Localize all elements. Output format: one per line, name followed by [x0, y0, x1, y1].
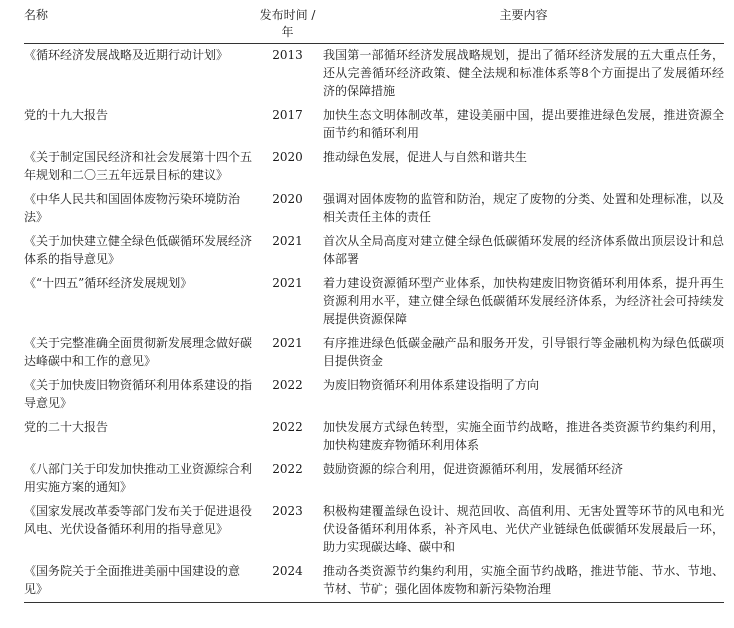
- table-row: [24, 188, 724, 230]
- policy-content: 加快发展方式绿色转型，实施全面节约战略，推进各类资源节约集约利用，加快构建废弃物循环利用体系: [323, 420, 724, 452]
- policy-name: 《关于加快建立健全绿色低碳循环发展经济体系的指导意见》: [24, 234, 253, 266]
- table-row: [24, 230, 724, 272]
- policy-content: 推动绿色发展，促进人与自然和谐共生: [323, 150, 528, 164]
- policy-year: 2021: [272, 276, 303, 290]
- table-body: [24, 44, 724, 603]
- policy-name: 《循环经济发展战略及近期行动计划》: [24, 48, 229, 62]
- policy-name: 《关于完整准确全面贯彻新发展理念做好碳达峰碳中和工作的意见》: [24, 336, 253, 368]
- header-year: 发布时间 / 年: [252, 7, 323, 44]
- policy-year: 2024: [252, 560, 323, 603]
- policy-content: 积极构建覆盖绿色设计、规范回收、高值利用、无害处置等环节的风电和光伏设备循环利用体系，补齐风电、光伏产业链绿色低碳循环发展最后一环，助力实现碳达峰、碳中和: [323, 504, 724, 554]
- policy-year: 2021: [272, 336, 303, 350]
- header-row: [24, 7, 724, 44]
- policy-year: 2013: [272, 48, 303, 62]
- policy-content: 鼓励资源的综合利用，促进资源循环利用，发展循环经济: [323, 462, 624, 476]
- table-row: [24, 458, 724, 500]
- policy-name: 《“十四五”循环经济发展规划》: [24, 276, 193, 290]
- table-row: [24, 146, 724, 188]
- policy-year: 2022: [272, 420, 303, 434]
- policy-year: 2017: [272, 108, 303, 122]
- policy-content: 我国第一部循环经济发展战略规划，提出了循环经济发展的五大重点任务，还从完善循环经济政策、健全法规和标准体系等8个方面提出了发展循环经济的保障措施: [323, 48, 724, 98]
- policy-name: 《关于加快废旧物资循环利用体系建设的指导意见》: [24, 378, 253, 410]
- policy-content: 有序推进绿色低碳金融产品和服务开发，引导银行等金融机构为绿色低碳项目提供资金: [323, 336, 724, 368]
- table-row: [24, 374, 724, 416]
- policy-content: 加快生态文明体制改革，建设美丽中国，提出要推进绿色发展，推进资源全面节约和循环利用: [323, 108, 724, 140]
- table-row: [24, 560, 724, 603]
- policy-name: 《中华人民共和国固体废物污染环境防治法》: [24, 192, 241, 224]
- table-row: [24, 104, 724, 146]
- table-row: [24, 44, 724, 105]
- policy-content: 着力建设资源循环型产业体系，加快构建废旧物资循环利用体系，提升再生资源利用水平，建立健全绿色低碳循环发展经济体系，为经济社会可持续发展提供资源保障: [323, 276, 724, 326]
- policy-year: 2022: [272, 378, 303, 392]
- policy-year: 2022: [272, 462, 303, 476]
- policy-name: 党的二十大报告: [24, 420, 109, 434]
- policy-name: 《关于制定国民经济和社会发展第十四个五年规划和二〇三五年远景目标的建议》: [24, 150, 253, 182]
- header-content: 主要内容: [323, 7, 724, 44]
- policy-year: 2020: [272, 192, 303, 206]
- policy-name: 《国家发展改革委等部门发布关于促进退役风电、光伏设备循环利用的指导意见》: [24, 504, 253, 536]
- header-name: 名称: [24, 7, 252, 44]
- table-row: [24, 332, 724, 374]
- table-row: [24, 500, 724, 560]
- table-row: [24, 416, 724, 458]
- policy-year: 2021: [272, 234, 303, 248]
- policy-name: 《国务院关于全面推进美丽中国建设的意见》: [24, 560, 252, 603]
- policy-year: 2020: [272, 150, 303, 164]
- policy-content: 推动各类资源节约集约利用，实施全面节约战略，推进节能、节水、节地、节材、节矿；强化固体废物和新污染物治理: [323, 560, 724, 603]
- policy-name: 党的十九大报告: [24, 108, 109, 122]
- policy-year: 2023: [272, 504, 303, 518]
- policy-name: 《八部门关于印发加快推动工业资源综合利用实施方案的通知》: [24, 462, 253, 494]
- policy-content: 首次从全局高度对建立健全绿色低碳循环发展的经济体系做出顶层设计和总体部署: [323, 234, 724, 266]
- policy-content: 为废旧物资循环利用体系建设指明了方向: [323, 378, 540, 392]
- policy-content: 强调对固体废物的监管和防治，规定了废物的分类、处置和处理标准，以及相关责任主体的责任: [323, 192, 724, 224]
- table-row: [24, 272, 724, 332]
- policy-table: [24, 7, 724, 603]
- table-header: [24, 7, 724, 44]
